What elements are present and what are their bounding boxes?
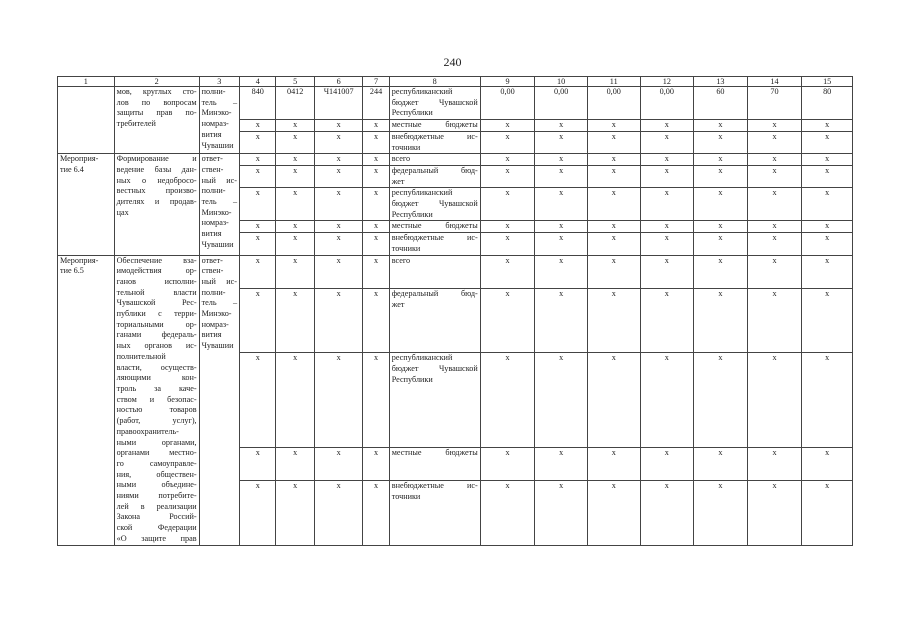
header-cell: 5	[276, 77, 314, 87]
amount-cell: x	[802, 481, 853, 545]
amount-cell: x	[535, 233, 588, 255]
table-row	[58, 87, 853, 120]
measure-description-cell: Обеспечение вза- имодействия ор- ганов исполни- тельной власти Чувашской Рес- публики с терри- ториальными ор- ганами федераль- ных органов ис- полнительной власти, осуществ- ляющими кон- троль за каче- ством и безопас- ностью товаров (работ, услуг), правоохранитель- ными органами, органами местно- го самоуправле- ния, обществен- ными объедине- ниями потребите- лей в реализации Закона Россий- ской Федерации «О защите прав	[114, 255, 199, 545]
page-number: 240	[443, 55, 462, 69]
code-vr-cell: x	[363, 131, 389, 153]
executor-cell: ответ- ствен- ный ис- полни- тель – Минэко- номраз- вития Чувашии	[199, 154, 239, 255]
header-cell: 2	[114, 77, 199, 87]
amount-cell: x	[480, 255, 535, 288]
code-csr-cell: Ч141007	[314, 87, 363, 120]
amount-cell: x	[694, 120, 748, 132]
code-csr-cell: x	[314, 165, 363, 187]
amount-cell: x	[535, 131, 588, 153]
code-csr-cell: x	[314, 255, 363, 288]
amount-cell: 70	[747, 87, 802, 120]
amount-cell: x	[640, 165, 694, 187]
amount-cell: x	[535, 120, 588, 132]
code-vr-cell: x	[363, 188, 389, 221]
code-vr-cell: x	[363, 221, 389, 233]
code-vr-cell: x	[363, 447, 389, 480]
code-gr-cell: x	[240, 221, 276, 233]
code-rz-cell: x	[276, 289, 314, 353]
amount-cell: x	[480, 131, 535, 153]
amount-cell: x	[694, 165, 748, 187]
code-gr-cell: x	[240, 154, 276, 166]
code-gr-cell: x	[240, 255, 276, 288]
amount-cell: x	[694, 289, 748, 353]
executor-cell: ответ- ствен- ный ис- полни- тель – Минэко- номраз- вития Чувашии	[199, 255, 239, 545]
measure-description-cell: мов, круглых сто- лов по вопросам защиты прав по- требителей	[114, 87, 199, 154]
amount-cell: x	[694, 353, 748, 448]
funding-source-cell: федеральный бюд- жет	[389, 289, 480, 353]
header-row	[58, 77, 853, 87]
code-gr-cell: x	[240, 353, 276, 448]
funding-source-cell: местные бюджеты	[389, 221, 480, 233]
code-csr-cell: x	[314, 233, 363, 255]
amount-cell: x	[587, 165, 640, 187]
code-rz-cell: x	[276, 154, 314, 166]
amount-cell: x	[587, 221, 640, 233]
table-row	[58, 154, 853, 166]
program-table	[57, 76, 853, 546]
code-vr-cell: x	[363, 154, 389, 166]
amount-cell: x	[480, 165, 535, 187]
code-rz-cell: x	[276, 481, 314, 545]
amount-cell: x	[640, 233, 694, 255]
amount-cell: x	[535, 481, 588, 545]
amount-cell: x	[640, 221, 694, 233]
code-gr-cell: x	[240, 188, 276, 221]
amount-cell: x	[587, 447, 640, 480]
amount-cell: x	[587, 255, 640, 288]
amount-cell: x	[587, 353, 640, 448]
executor-cell: полни- тель – Минэко- номраз- вития Чувашии	[199, 87, 239, 154]
code-csr-cell: x	[314, 120, 363, 132]
amount-cell: x	[694, 255, 748, 288]
amount-cell: x	[535, 188, 588, 221]
amount-cell: x	[480, 353, 535, 448]
amount-cell: x	[747, 120, 802, 132]
code-csr-cell: x	[314, 221, 363, 233]
header-cell: 9	[480, 77, 535, 87]
code-vr-cell: x	[363, 289, 389, 353]
header-cell: 1	[58, 77, 115, 87]
amount-cell: x	[747, 221, 802, 233]
code-rz-cell: x	[276, 188, 314, 221]
amount-cell: x	[694, 221, 748, 233]
funding-source-cell: республиканский бюджет Чувашской Республики	[389, 188, 480, 221]
header-cell: 7	[363, 77, 389, 87]
amount-cell: 0,00	[640, 87, 694, 120]
amount-cell: x	[640, 353, 694, 448]
amount-cell: x	[480, 289, 535, 353]
code-gr-cell: x	[240, 131, 276, 153]
header-cell: 8	[389, 77, 480, 87]
amount-cell: x	[480, 221, 535, 233]
amount-cell: x	[694, 447, 748, 480]
amount-cell: x	[587, 154, 640, 166]
header-cell: 12	[640, 77, 694, 87]
code-vr-cell: x	[363, 120, 389, 132]
code-rz-cell: x	[276, 221, 314, 233]
table-row	[58, 255, 853, 288]
funding-source-cell: республиканский бюджет Чувашской Республики	[389, 353, 480, 448]
amount-cell: x	[694, 233, 748, 255]
amount-cell: x	[480, 154, 535, 166]
header-cell: 6	[314, 77, 363, 87]
amount-cell: x	[587, 188, 640, 221]
code-vr-cell: x	[363, 165, 389, 187]
amount-cell: x	[802, 120, 853, 132]
amount-cell: x	[587, 120, 640, 132]
amount-cell: x	[587, 233, 640, 255]
funding-source-cell: внебюджетные ис- точники	[389, 481, 480, 545]
amount-cell: x	[640, 120, 694, 132]
amount-cell: x	[480, 233, 535, 255]
code-vr-cell: x	[363, 233, 389, 255]
amount-cell: x	[747, 233, 802, 255]
amount-cell: x	[802, 188, 853, 221]
code-csr-cell: x	[314, 447, 363, 480]
amount-cell: x	[747, 165, 802, 187]
amount-cell: x	[480, 481, 535, 545]
header-cell: 11	[587, 77, 640, 87]
code-gr-cell: x	[240, 120, 276, 132]
code-csr-cell: x	[314, 188, 363, 221]
funding-source-cell: внебюджетные ис- точники	[389, 131, 480, 153]
funding-source-cell: республиканский бюджет Чувашской Республики	[389, 87, 480, 120]
measure-code-cell: Мероприя- тие 6.5	[58, 255, 115, 545]
code-rz-cell: x	[276, 131, 314, 153]
amount-cell: x	[802, 154, 853, 166]
amount-cell: x	[640, 131, 694, 153]
amount-cell: x	[535, 289, 588, 353]
amount-cell: x	[480, 447, 535, 480]
amount-cell: x	[587, 131, 640, 153]
amount-cell: x	[802, 165, 853, 187]
code-vr-cell: x	[363, 481, 389, 545]
amount-cell: x	[535, 447, 588, 480]
amount-cell: x	[747, 481, 802, 545]
header-cell: 13	[694, 77, 748, 87]
funding-source-cell: всего	[389, 154, 480, 166]
code-rz-cell: x	[276, 233, 314, 255]
code-gr-cell: x	[240, 447, 276, 480]
amount-cell: x	[480, 188, 535, 221]
amount-cell: x	[747, 188, 802, 221]
code-gr-cell: x	[240, 165, 276, 187]
amount-cell: 0,00	[535, 87, 588, 120]
code-gr-cell: x	[240, 481, 276, 545]
amount-cell: x	[587, 289, 640, 353]
header-cell: 4	[240, 77, 276, 87]
code-rz-cell: x	[276, 447, 314, 480]
code-gr-cell: 840	[240, 87, 276, 120]
amount-cell: x	[535, 165, 588, 187]
amount-cell: 80	[802, 87, 853, 120]
header-cell: 15	[802, 77, 853, 87]
amount-cell: x	[747, 154, 802, 166]
amount-cell: x	[535, 255, 588, 288]
amount-cell: x	[640, 447, 694, 480]
amount-cell: x	[802, 233, 853, 255]
amount-cell: x	[535, 154, 588, 166]
amount-cell: x	[480, 120, 535, 132]
table-body	[58, 77, 853, 546]
amount-cell: x	[802, 353, 853, 448]
amount-cell: 60	[694, 87, 748, 120]
amount-cell: x	[802, 131, 853, 153]
amount-cell: x	[587, 481, 640, 545]
amount-cell: x	[694, 154, 748, 166]
amount-cell: x	[640, 188, 694, 221]
amount-cell: x	[747, 289, 802, 353]
amount-cell: x	[747, 131, 802, 153]
code-vr-cell: 244	[363, 87, 389, 120]
code-rz-cell: x	[276, 165, 314, 187]
amount-cell: x	[694, 188, 748, 221]
funding-source-cell: внебюджетные ис- точники	[389, 233, 480, 255]
amount-cell: x	[640, 154, 694, 166]
code-vr-cell: x	[363, 255, 389, 288]
code-rz-cell: 0412	[276, 87, 314, 120]
amount-cell: x	[640, 289, 694, 353]
funding-source-cell: всего	[389, 255, 480, 288]
amount-cell: x	[535, 353, 588, 448]
funding-source-cell: местные бюджеты	[389, 447, 480, 480]
code-csr-cell: x	[314, 289, 363, 353]
amount-cell: x	[747, 255, 802, 288]
amount-cell: x	[694, 481, 748, 545]
measure-code-cell	[58, 87, 115, 154]
code-gr-cell: x	[240, 289, 276, 353]
amount-cell: x	[802, 289, 853, 353]
amount-cell: x	[640, 481, 694, 545]
amount-cell: x	[802, 447, 853, 480]
measure-code-cell: Мероприя- тие 6.4	[58, 154, 115, 255]
amount-cell: x	[802, 221, 853, 233]
header-cell: 14	[747, 77, 802, 87]
code-rz-cell: x	[276, 120, 314, 132]
code-vr-cell: x	[363, 353, 389, 448]
code-gr-cell: x	[240, 233, 276, 255]
amount-cell: 0,00	[587, 87, 640, 120]
measure-description-cell: Формирование и ведение базы дан- ных о недобросо- вестных произво- дителях и продав- цах	[114, 154, 199, 255]
header-cell: 10	[535, 77, 588, 87]
code-csr-cell: x	[314, 131, 363, 153]
amount-cell: x	[747, 447, 802, 480]
funding-source-cell: федеральный бюд- жет	[389, 165, 480, 187]
amount-cell: x	[747, 353, 802, 448]
code-csr-cell: x	[314, 353, 363, 448]
code-csr-cell: x	[314, 154, 363, 166]
code-csr-cell: x	[314, 481, 363, 545]
code-rz-cell: x	[276, 353, 314, 448]
amount-cell: x	[694, 131, 748, 153]
amount-cell: x	[640, 255, 694, 288]
amount-cell: x	[535, 221, 588, 233]
code-rz-cell: x	[276, 255, 314, 288]
header-cell: 3	[199, 77, 239, 87]
funding-source-cell: местные бюджеты	[389, 120, 480, 132]
amount-cell: x	[802, 255, 853, 288]
amount-cell: 0,00	[480, 87, 535, 120]
